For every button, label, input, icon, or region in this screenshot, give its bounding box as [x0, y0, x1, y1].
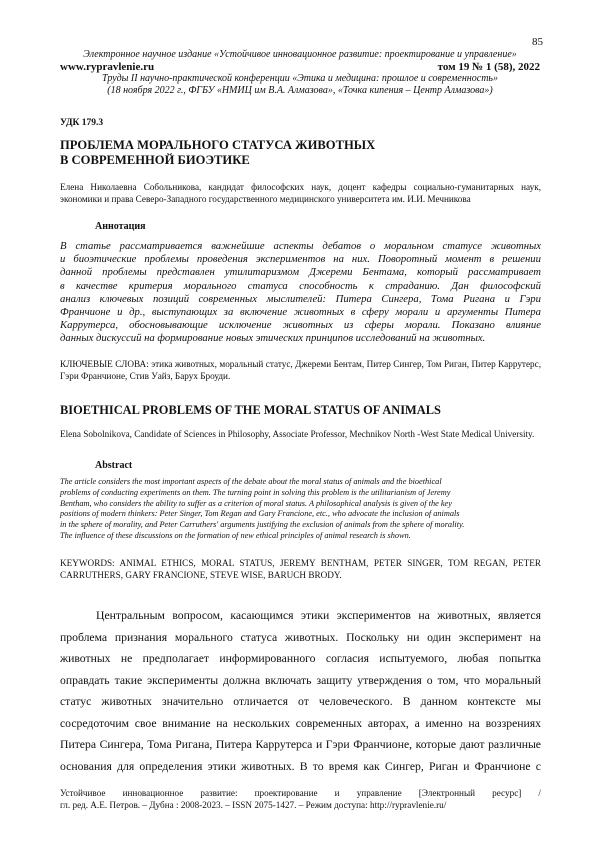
abstract-ru-line: анализ ключевых позиций современных мыслителей: Питера Сингера, Тома Ригана и Гэри — [60, 292, 541, 305]
abstract-ru-line: и биоэтические проблемы проведения экспериментов на них. Поворотный момент в решении — [60, 253, 541, 266]
abstract-ru-line: в качестве критерия морального статуса способность к страданию. Дан философский — [60, 279, 541, 292]
annotation-heading-text: Аннотация — [95, 221, 146, 232]
footer-line: гл. ред. А.Е. Петров. – Дубна : 2008-2023. – ISSN 2075-1427. – Режим доступа: http://rypravlenie.ru/ — [60, 800, 447, 810]
abstract-ru-line: Франчионе и др., выступающих за включение животных в сферу морали и аргументы Питера — [60, 306, 541, 319]
author-info-en: Elena Sobolnikova, Candidate of Sciences in Philosophy, Associate Professor, Mechnikov North -West State Medical University. — [60, 429, 535, 439]
journal-website: www.rypravlenie.ru — [60, 61, 155, 73]
keywords-en: KEYWORDS: ANIMAL ETHICS, MORAL STATUS, JEREMY BENTHAM, PETER SINGER, TOM REGAN, PETER CARRUTHERS, GARY FRANCIONE, STEVE WISE, BARUCH BRODY. — [60, 558, 541, 580]
abstract-en-line: The influence of these discussions on the formation of new ethical principles of animal research is shown. — [60, 530, 411, 540]
conference-title: Труды II научно-практической конференции «Этика и медицина: прошлое и современность» — [102, 73, 498, 84]
body-line: животных не предполагает информированного согласия испытуемого, любая попытка — [60, 652, 541, 665]
author-info-ru: Елена Николаевна Собольникова, кандидат философских наук, доцент кафедры социально-гуманитарных наук, экономики и права Северо-Западного государственного медицинского университета им. И.И. Мечникова — [60, 182, 541, 204]
abstract-en-line: problems of conducting experiments on them. The turning point in solving this problem is the utilitarianism of Jeremy — [60, 487, 451, 497]
udc-code: УДК 179.3 — [60, 118, 104, 128]
journal-header — [60, 49, 540, 97]
abstract-ru — [60, 240, 541, 346]
abstract-heading-text: Abstract — [95, 460, 133, 471]
article-title-en: BIOETHICAL PROBLEMS OF THE MORAL STATUS OF ANIMALS — [60, 403, 441, 417]
article-title-ru-line: ПРОБЛЕМА МОРАЛЬНОГО СТАТУСА ЖИВОТНЫХ — [60, 138, 376, 152]
body-text — [60, 605, 541, 777]
keywords-ru: КЛЮЧЕВЫЕ СЛОВА: этика животных, моральный статус, Джереми Бентам, Питер Сингер, Том Риган, Питер Каррутерс, Гэри Франчионе, Стив Уайз, Барух Броуди. — [60, 359, 541, 381]
abstract-ru-line: данной проблемы представлен утилитаризмом Джереми Бентама, который рассматривает — [60, 266, 541, 279]
abstract-ru-line: Каррутерса, обосновывающие исключение животных из сферы морали. Показано влияние — [60, 319, 541, 332]
header-meta — [60, 61, 540, 73]
page-footer — [60, 787, 541, 811]
body-line: Центральным вопросом, касающимся этики экспериментов на животных, является — [96, 609, 541, 622]
body-line: оправдать такие эксперименты должна включать защиту утверждения о том, что моральный — [60, 673, 541, 687]
abstract-en-line: in the sphere of morality, and Peter Carruthers' arguments justifying the exclusion of animals from the sphere of morality. — [60, 520, 465, 530]
journal-volume: том 19 № 1 (58), 2022 — [437, 61, 540, 73]
body-line: Питера Сингера, Тома Ригана, Питера Каррутерса и Гэри Франчионе, которые дают различные — [60, 738, 541, 751]
article-title-ru — [60, 138, 540, 168]
body-line: проблема признания морального статуса животных. Поскольку ни один эксперимент на — [60, 630, 541, 644]
abstract-ru-line: В статье рассматривается важнейшие аспекты дебатов о моральном статусе животных — [60, 240, 541, 252]
abstract-en-line: positions of modern thinkers: Peter Singer, Tom Regan and Gary Francione, etc., who advocate the inclusion of animals — [60, 509, 460, 519]
conference-details: (18 ноября 2022 г., ФГБУ «НМИЦ им В.А. Алмазова», «Точка кипения – Центр Алмазова») — [107, 85, 493, 96]
article-title-ru-line: В СОВРЕМЕННОЙ БИОЭТИКЕ — [60, 153, 250, 167]
abstract-en — [60, 477, 541, 542]
body-line: сосредоточим свое внимание на нескольких современных авторах, а именно на воззрениях — [60, 716, 541, 730]
abstract-ru-line: данных дискуссий на формирование новых этических принципов исследований на животных. — [60, 332, 486, 345]
journal-title: Электронное научное издание «Устойчивое инновационное развитие: проектирование и управление» — [83, 49, 517, 60]
abstract-en-line: Bentham, who considers the ability to suffer as a criterion of moral status. A philosophical analysis is given of the key — [60, 498, 452, 508]
body-line: основания для определения этики животных. В то время как Сингер, Риган и Франчионе с — [60, 759, 541, 773]
body-line: статус животных значительно отличается от человеческого. В данном контексте мы — [60, 695, 541, 708]
abstract-en-line: The article considers the most important aspects of the debate about the moral status of animals and the bioethical — [60, 477, 442, 486]
footer-line: Устойчивое инновационное развитие: проектирование и управление [Электронный ресурс] / — [60, 788, 541, 798]
page-number: 85 — [532, 36, 543, 48]
